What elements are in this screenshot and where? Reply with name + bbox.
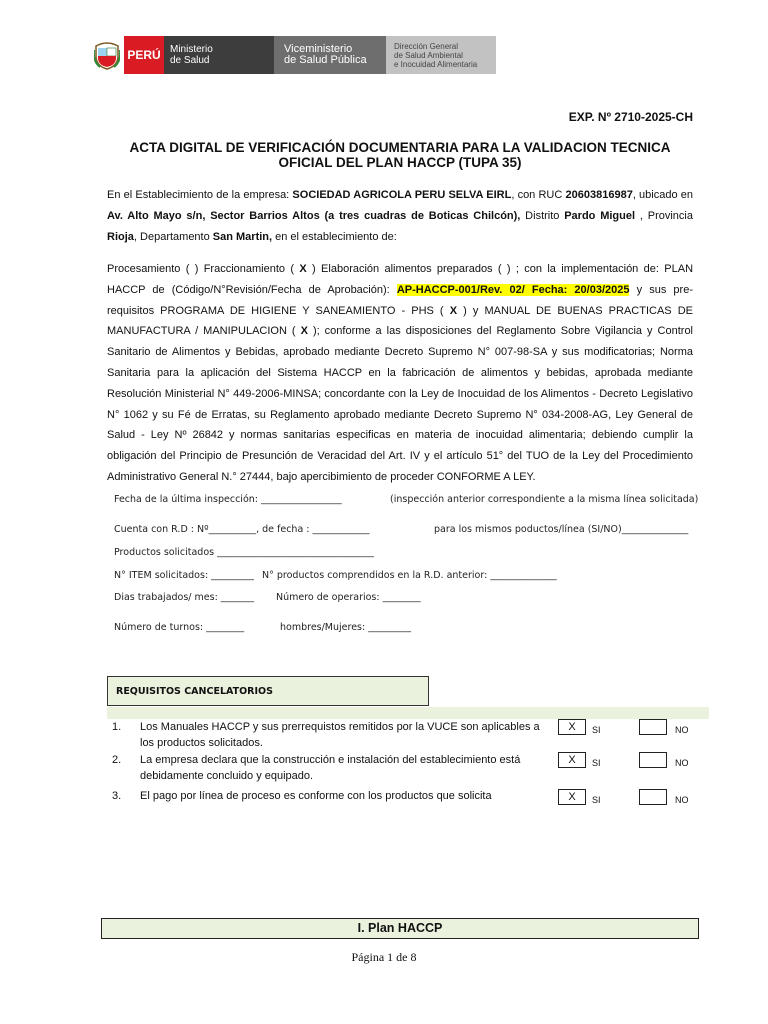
direccion-line-3: e Inocuidad Alimentaria <box>394 59 478 69</box>
body-paragraph <box>107 259 693 488</box>
shifts-field[interactable]: Número de turnos: ________ <box>114 622 245 633</box>
title-line-1: ACTA DIGITAL DE VERIFICACIÓN DOCUMENTARIA PARA LA VALIDACION TECNICA <box>129 140 671 155</box>
requirement-number: 3. <box>112 790 122 802</box>
address: Av. Alto Mayo s/n, Sector Barrios Altos (a tres cuadras de Boticas Chilcón), <box>107 209 521 222</box>
haccp-code-highlight: AP-HACCP-001/Rev. 02/ Fecha: 20/03/2025 <box>396 283 630 296</box>
si-label: SI <box>592 795 601 805</box>
body-text: ) Elaboración alimentos preparados ( ) ; con la implementación de: PLAN HACCP de (Código/N°Revisión/Fecha de Aprobación): <box>107 263 694 296</box>
si-checkbox[interactable]: X <box>558 752 586 768</box>
si-checkbox[interactable]: X <box>558 789 586 805</box>
requirement-row <box>112 719 712 753</box>
peru-brand: PERÚ <box>124 36 164 74</box>
intro-text: , Provincia <box>635 209 693 222</box>
check-mark: X <box>300 325 308 338</box>
no-checkbox[interactable] <box>639 752 667 768</box>
header-logo-bar <box>90 36 496 74</box>
viceministerio-line-2: de Salud Pública <box>284 54 367 66</box>
divider-strip <box>107 707 709 719</box>
last-inspection-note: (inspección anterior correspondiente a la misma línea solicitada) <box>390 494 699 505</box>
items-in-rd-field[interactable]: N° productos comprendidos en la R.D. anterior: ______________ <box>262 570 557 581</box>
products-field[interactable]: Productos solicitados _________________________________ <box>114 547 374 558</box>
direccion-line-1: Dirección General <box>394 41 459 51</box>
department: San Martin, <box>212 230 273 243</box>
intro-text: , Departamento <box>133 230 213 243</box>
requirement-text: Los Manuales HACCP y sus prerrequistos remitidos por la VUCE son aplicables a los productos solicitados. <box>140 721 540 749</box>
gender-field[interactable]: hombres/Mujeres: _________ <box>280 622 411 633</box>
intro-text: Distrito <box>520 209 565 222</box>
ministerio-label <box>164 36 274 74</box>
last-inspection-field[interactable]: Fecha de la última inspección: _________________ <box>114 494 342 505</box>
intro-text: , con RUC <box>511 189 566 201</box>
intro-text: , ubicado en <box>632 189 694 201</box>
ministerio-line-2: de Salud <box>170 55 210 66</box>
no-checkbox[interactable] <box>639 719 667 735</box>
coat-of-arms-icon <box>90 36 124 74</box>
title-line-2: OFICIAL DEL PLAN HACCP (TUPA 35) <box>278 155 522 170</box>
province: Rioja <box>107 230 134 243</box>
body-text: Procesamiento ( ) Fraccionamiento ( <box>107 263 300 275</box>
body-text: ) y MANUAL DE BUENAS PRACTICAS DE MANUFACTURA / MANIPULACION ( <box>107 304 693 338</box>
no-label: NO <box>675 795 689 805</box>
section-title-plan-haccp: I. Plan HACCP <box>101 918 699 939</box>
ruc-number: 20603816987 <box>565 189 633 201</box>
expedient-number: EXP. Nº 2710-2025-CH <box>568 110 693 124</box>
viceministerio-line-1: Viceministerio <box>284 43 353 55</box>
page-number: Página 1 de 8 <box>351 950 417 964</box>
requirement-text: El pago por línea de proceso es conforme con los productos que solicita <box>140 790 492 802</box>
viceministerio-label <box>274 36 386 74</box>
requirement-number: 1. <box>112 721 122 733</box>
check-mark: X <box>449 304 458 317</box>
requirement-row <box>112 752 712 786</box>
intro-text: En el Establecimiento de la empresa: <box>107 189 293 201</box>
body-text: ); conforme a las disposiciones del Reglamento Sobre Vigilancia y Control Sanitario de Alimentos y Bebidas, aprobado mediante Decreto Supremo N° 007-98-SA y sus modificatorias; Norma Sanitaria para la aplicación del Sistema HACCP en la fabricación de alimentos y bebidas, aprobada mediante Resolución Ministerial N° 449-2006-MINSA; concordante con la Ley de Inocuidad de los Alimentos - Decreto Legislativo N° 1062 y su Fé de Erratas, su Reglamento aprobado mediante Decreto Supremo N° 034-2008-AG, Ley General de Salud - Ley Nº 26842 y normas sanitarias especificas en materia de inocuidad alimentaria; debiendo cumplir la obligación del Principio de Presunción de Veracidad del Art. IV y el artículo 51° del TUO de la Ley del Procedimiento Administrativo General N.° 27444, bajo apercibimiento de proceder CONFORME A LEY. <box>107 325 693 483</box>
si-label: SI <box>592 725 601 735</box>
requirement-text: La empresa declara que la construcción e instalación del establecimiento está debidamente concluido y equipado. <box>140 754 521 782</box>
ministerio-line-1: Ministerio <box>170 44 213 55</box>
requirement-row <box>112 788 712 808</box>
same-products-field[interactable]: para los mismos poductos/línea (SI/NO)______________ <box>434 524 689 535</box>
si-checkbox[interactable]: X <box>558 719 586 735</box>
direccion-line-2: de Salud Ambiental <box>394 50 463 60</box>
direccion-label <box>386 36 496 74</box>
no-label: NO <box>675 758 689 768</box>
item-count-field[interactable]: N° ITEM solicitados: _________ <box>114 570 254 581</box>
no-checkbox[interactable] <box>639 789 667 805</box>
intro-paragraph <box>107 185 693 247</box>
body-text: y sus pre-requisitos PROGRAMA DE HIGIENE Y SANEAMIENTO - PHS ( <box>107 283 693 317</box>
si-label: SI <box>592 758 601 768</box>
operators-field[interactable]: Número de operarios: ________ <box>276 592 421 603</box>
days-worked-field[interactable]: Dias trabajados/ mes: _______ <box>114 592 255 603</box>
requisitos-header: REQUISITOS CANCELATORIOS <box>107 676 429 706</box>
no-label: NO <box>675 725 689 735</box>
district: Pardo Miguel <box>564 209 636 222</box>
intro-text: en el establecimiento de: <box>272 230 397 243</box>
document-title <box>100 140 700 170</box>
check-mark: X <box>299 263 307 275</box>
rd-field[interactable]: Cuenta con R.D : Nº__________, de fecha : ____________ <box>114 524 370 535</box>
requirement-number: 2. <box>112 754 122 766</box>
company-name: SOCIEDAD AGRICOLA PERU SELVA EIRL <box>292 189 512 201</box>
